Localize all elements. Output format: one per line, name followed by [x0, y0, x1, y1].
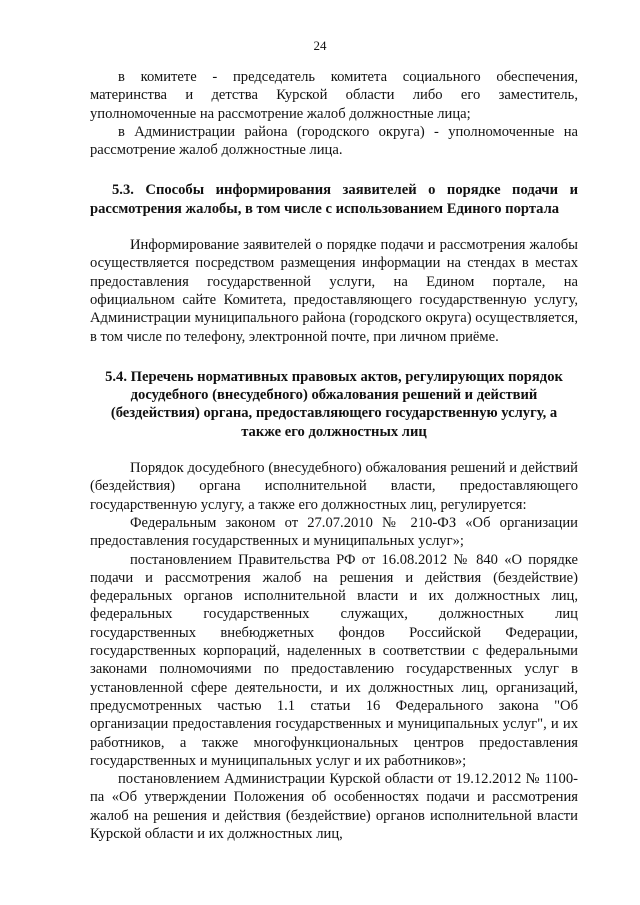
section-5-4-intro: Порядок досудебного (внесудебного) обжалования решений и действий (бездействия) органа исполнительной власти, предоставляющего государственную услугу, а также его должностных лиц, регулируется:: [90, 460, 578, 513]
section-5-3-text: Информирование заявителей о порядке подачи и рассмотрения жалобы осуществляется посредством размещения информации на стендах в местах предоставления государственной услуги, на Едином портале, на официальном сайте Комитета, предоставляющего государственную услугу, Администрации муниципального района (городского округа) осуществляется, в том числе по телефону, электронной почте, при личном приёме.: [90, 237, 578, 345]
document-body: [90, 68, 578, 843]
page-number: 24: [313, 38, 327, 53]
paragraph-administration: в Администрации района (городского округа) - уполномоченные на рассмотрение жалоб должностные лица.: [90, 123, 578, 159]
resolution-840: постановлением Правительства РФ от 16.08.2012 № 840 «О порядке подачи и рассмотрения жалоб на решения и действия (бездействие) федеральных органов исполнительной власти и их должностных лиц, федеральных государственных служащих, должностных лиц государственных внебюджетных фондов Российской Федерации, государственных корпораций, наделенных в соответствии с федеральными законами полномочиями по предоставлению государственных услуг в установленной сфере деятельности, и их должностных лиц, организаций, предусмотренных частью 1.1 статьи 16 Федерального закона "Об организации предоставления государственных и муниципальных услуг", и их работников, а также многофункциональных центров предоставления государственных и муниципальных услуг и их работников»;: [90, 551, 578, 769]
section-5-4-heading: 5.4. Перечень нормативных правовых актов, регулирующих порядок досудебного (внесудебного) обжалования решений и действий (бездействия) органа, предоставляющего государственную услугу, а также его должностных лиц: [105, 368, 563, 440]
section-5-3-heading: 5.3. Способы информирования заявителей о порядке подачи и рассмотрения жалобы, в том числе с использованием Единого портала: [90, 182, 578, 217]
paragraph-committee: в комитете - председатель комитета социального обеспечения, материнства и детства Курской области либо его заместитель, уполномоченные на рассмотрение жалоб должностные лица;: [90, 69, 578, 122]
law-210-fz: Федеральным законом от 27.07.2010 № 210-ФЗ «Об организации предоставления государственных и муниципальных услуг»;: [90, 514, 578, 550]
resolution-1100-pa: постановлением Администрации Курской области от 19.12.2012 № 1100-па «Об утверждении Положения об особенностях подачи и рассмотрения жалоб на решения и действия (бездействие) органов исполнительной власти Курской области и их должностных лиц,: [90, 771, 578, 842]
